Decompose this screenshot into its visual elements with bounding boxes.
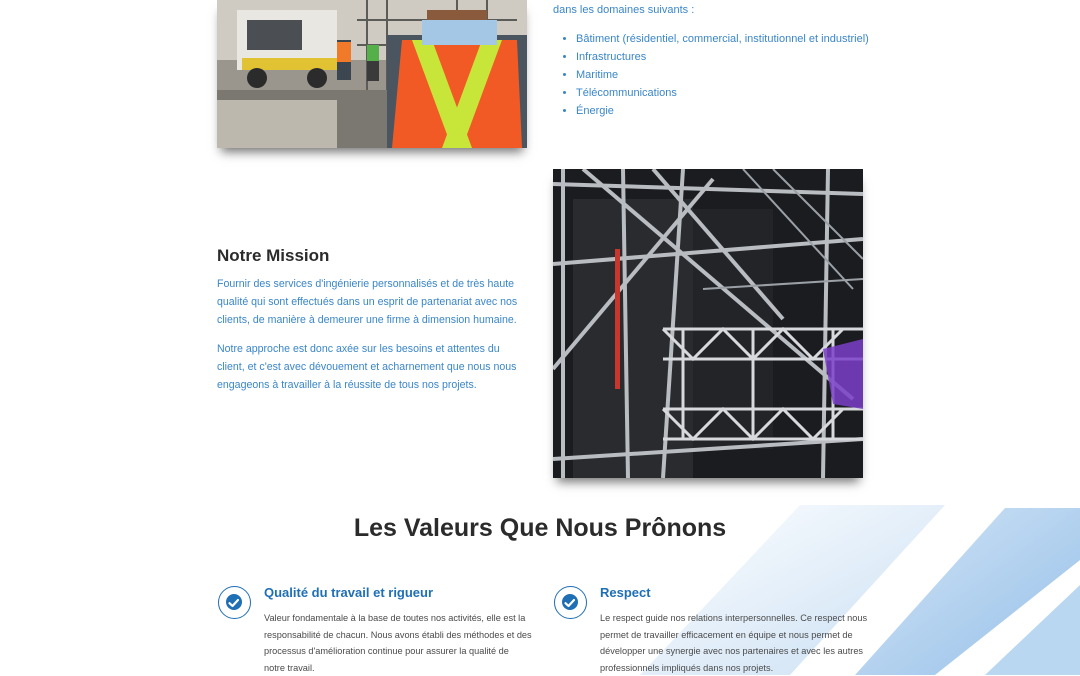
values-title: Les Valeurs Que Nous Prônons bbox=[353, 514, 727, 542]
list-item: • Bâtiment (résidentiel, commercial, institutionnel et industriel) bbox=[576, 32, 869, 50]
mission-paragraph: Fournir des services d'ingénierie personnalisés et de très haute qualité qui sont effectués dans un esprit de partenariat avec nos clients, de manière à demeurer une firme à dimension humaine. bbox=[217, 278, 518, 326]
check-circle-icon bbox=[554, 586, 587, 619]
value-title: Qualité du travail et rigueur bbox=[264, 585, 434, 600]
list-item: • Maritime bbox=[576, 68, 869, 86]
list-item: • Énergie bbox=[576, 104, 869, 122]
domains-intro: dans les domaines suivants : bbox=[553, 4, 695, 16]
value-description: Le respect guide nos relations interpersonnelles. Ce respect nous permet de travailler efficacement en équipe et nous permet de développer une synergie avec nos partenaires et avec les autres professionnels impliqués dans nos projets. bbox=[600, 613, 868, 673]
value-title: Respect bbox=[600, 585, 651, 600]
mission-paragraph: Notre approche est donc axée sur les besoins et attentes du client, et c'est avec dévouement et acharnement que nous nous engageons à travailler à la réussite de tous nos projets. bbox=[217, 343, 517, 391]
scaffolding-photo bbox=[553, 169, 863, 478]
value-description: Valeur fondamentale à la base de toutes nos activités, elle est la responsabilité de chacun. Nous avons établi des méthodes et des processus d'amélioration continue pour assurer la qualité de notre travail. bbox=[264, 613, 532, 673]
domains-list bbox=[553, 32, 869, 122]
check-circle-icon bbox=[218, 586, 251, 619]
list-item: • Infrastructures bbox=[576, 50, 869, 68]
construction-workers-photo bbox=[217, 0, 527, 148]
mission-title: Notre Mission bbox=[217, 246, 330, 265]
list-item: • Télécommunications bbox=[576, 86, 869, 104]
